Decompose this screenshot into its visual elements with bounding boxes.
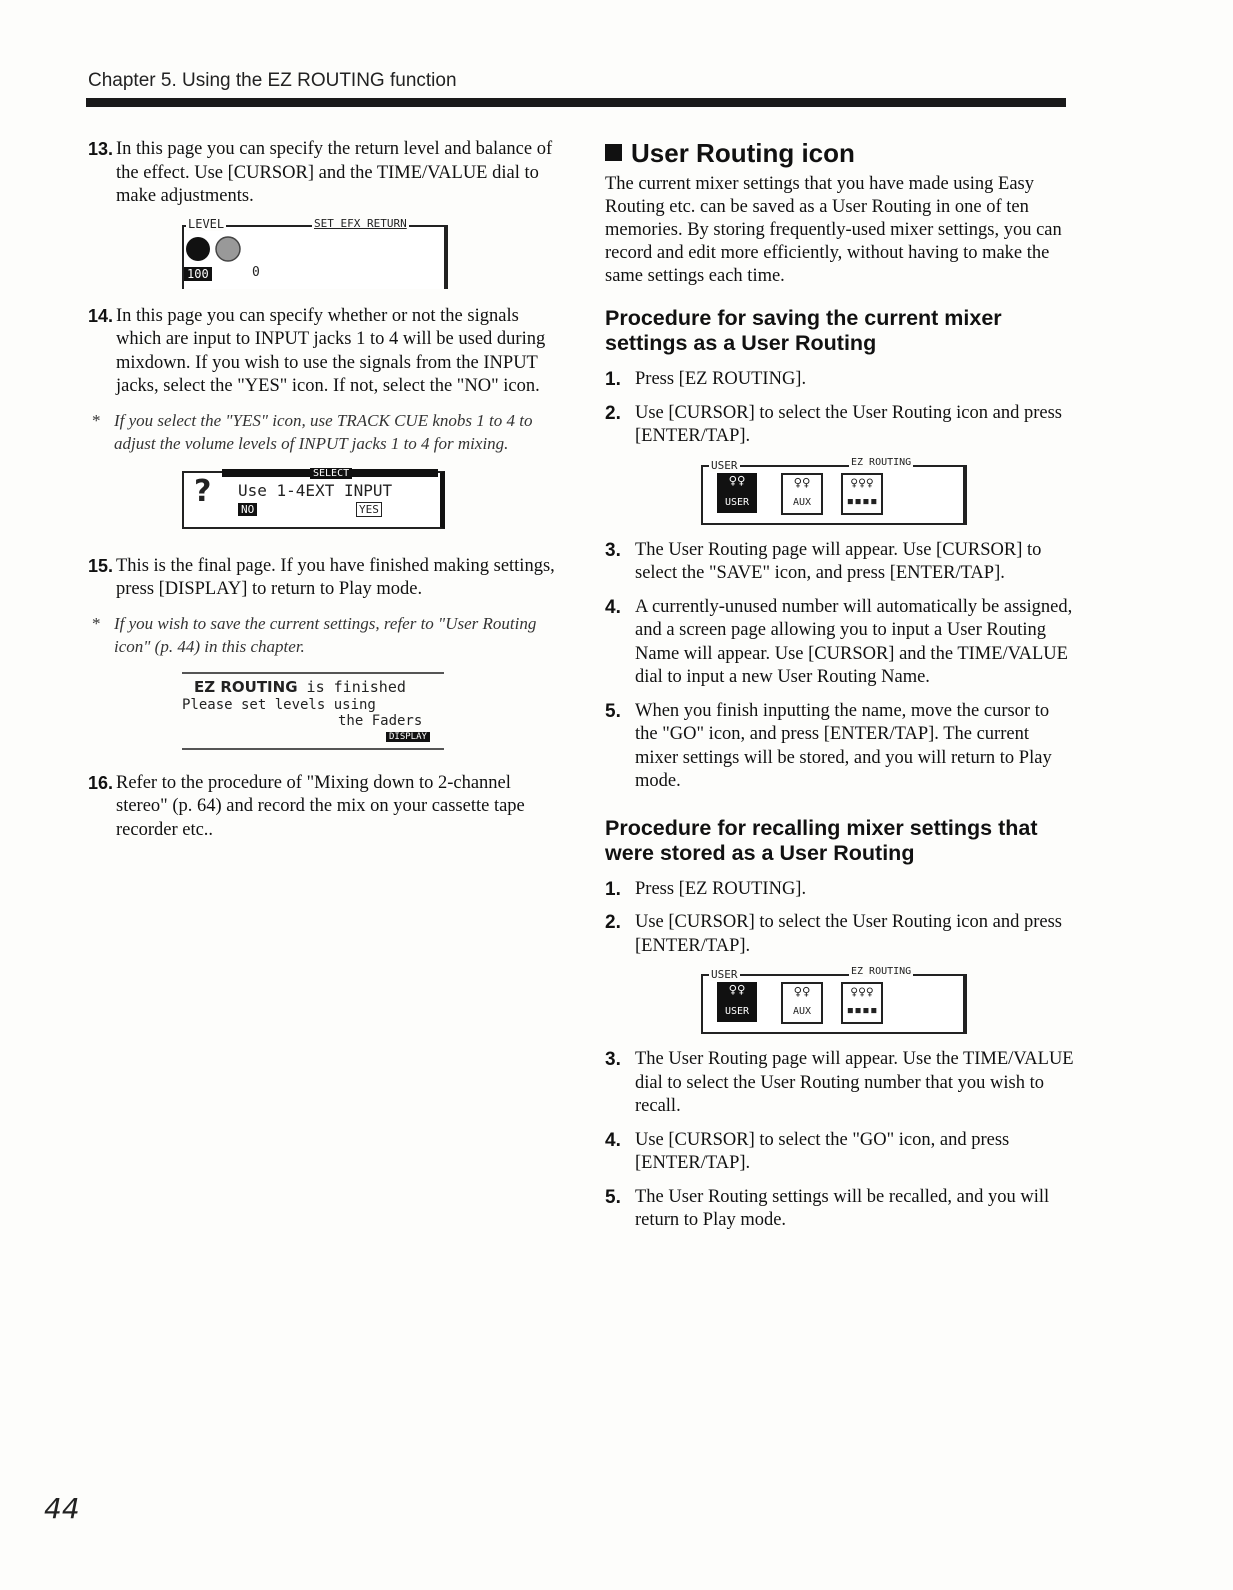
section-intro: The current mixer settings that you have made using Easy Routing etc. can be saved as a User Routing in one of ten memories. By storing frequently-used mixer settings, you can record and edit more efficiently, without having to make the same settings each time. (605, 174, 1062, 286)
lcd-routing-screen-save (605, 457, 1075, 527)
lcd-level-value: 100 (184, 267, 212, 281)
step-15: 15. This is the final page. If you have finished making settings, press [DISPLAY] to return to Play mode. (88, 555, 555, 599)
lcd-finished-screen (88, 668, 558, 754)
note-14: * If you select the "YES" icon, use TRACK CUE knobs 1 to 4 to adjust the volume levels of INPUT jacks 1 to 4 for mixing. (92, 410, 533, 453)
user-routing-icon: ♀♀ USER (717, 473, 757, 513)
lcd-finished-line2: Please set levels using (182, 696, 376, 713)
save-step-4: 4. A currently-unused number will automatically be assigned, and a screen page allowing you to input a User Routing Name will appear. Use [CURSOR] and the TIME/VALUE dial to input a new User Routing Name. (605, 596, 1073, 687)
step-16: 16. Refer to the procedure of "Mixing down to 2-channel stereo" (p. 64) and record the mix on your cassette tape recorder etc.. (88, 772, 525, 840)
lcd-balance-value: 0 (252, 264, 260, 280)
save-step-2: 2. Use [CURSOR] to select the User Routing icon and press [ENTER/TAP]. (605, 402, 1062, 446)
knob-icons (184, 233, 264, 265)
right-column (605, 138, 1075, 1243)
question-icon: ? (194, 473, 212, 509)
recall-step-4: 4. Use [CURSOR] to select the "GO" icon, and press [ENTER/TAP]. (605, 1129, 1010, 1173)
lcd-display-button: DISPLAY (386, 732, 430, 742)
lcd-level-title: SET EFX RETURN (314, 216, 407, 230)
lcd-select-screen (88, 465, 558, 533)
save-step-3: 3. The User Routing page will appear. Use [CURSOR] to select the "SAVE" icon, and press [ENTER/TAP]. (605, 539, 1042, 583)
lcd-select-prompt: Use 1-4EXT INPUT (238, 480, 393, 500)
header-rule (86, 98, 1066, 107)
mixer-icon: ♀♀♀ ▪▪▪▪ (841, 982, 883, 1024)
aux-icon: ♀♀ AUX (781, 982, 823, 1024)
save-step-5: 5. When you finish inputting the name, move the cursor to the "GO" icon, and press [ENTER/TAP]. The current mixer settings will be stored, and you will return to Play mode. (605, 700, 1052, 791)
recall-step-1: 1. Press [EZ ROUTING]. (605, 878, 807, 900)
lcd-no-option: NO (238, 503, 257, 516)
lcd-routing-title: EZ ROUTING (851, 966, 912, 977)
mixer-icon: ♀♀♀ ▪▪▪▪ (841, 473, 883, 515)
lcd-yes-option: YES (356, 502, 382, 517)
lcd-routing-title: EZ ROUTING (851, 456, 912, 468)
square-bullet-icon (605, 144, 622, 161)
recall-step-5: 5. The User Routing settings will be recalled, and you will return to Play mode. (605, 1186, 1050, 1230)
user-routing-icon: ♀♀ USER (717, 982, 757, 1022)
section-title: User Routing icon (605, 138, 1075, 169)
aux-icon: ♀♀ AUX (781, 473, 823, 515)
step-14: 14. In this page you can specify whether or not the signals which are input to INPUT jacks 1 to 4 will be used during mixdown. If you wish to use the signals from the INPUT jacks, select the "YES" icon. If not, select the "NO" icon. (88, 305, 546, 396)
lcd-user-label: USER (711, 458, 738, 472)
lcd-finished-line1: EZ ROUTING is finished (194, 677, 406, 696)
lcd-select-title: SELECT (310, 468, 352, 479)
save-step-1: 1. Press [EZ ROUTING]. (605, 369, 807, 390)
lcd-level-screen (88, 217, 558, 293)
lcd-routing-screen-recall (605, 966, 1075, 1036)
chapter-header: Chapter 5. Using the EZ ROUTING function (88, 70, 457, 91)
save-heading: Procedure for saving the current mixer settings as a User Routing (605, 306, 1002, 355)
lcd-finished-line3: the Faders (338, 712, 423, 729)
page-number: 44 (44, 1492, 80, 1525)
recall-heading: Procedure for recalling mixer settings that were stored as a User Routing (605, 815, 1038, 865)
recall-step-2: 2. Use [CURSOR] to select the User Routing icon and press [ENTER/TAP]. (605, 912, 1062, 956)
lcd-user-label: USER (711, 968, 738, 981)
note-15: * If you wish to save the current settings, refer to "User Routing icon" (p. 44) in this chapter. (92, 613, 537, 656)
left-column (88, 138, 558, 852)
recall-step-3: 3. The User Routing page will appear. Use the TIME/VALUE dial to select the User Routing number that you wish to recall. (605, 1049, 1074, 1116)
step-13: 13. In this page you can specify the return level and balance of the effect. Use [CURSOR] and the TIME/VALUE dial to make adjustments. (88, 139, 553, 206)
lcd-level-label: LEVEL (188, 216, 225, 231)
